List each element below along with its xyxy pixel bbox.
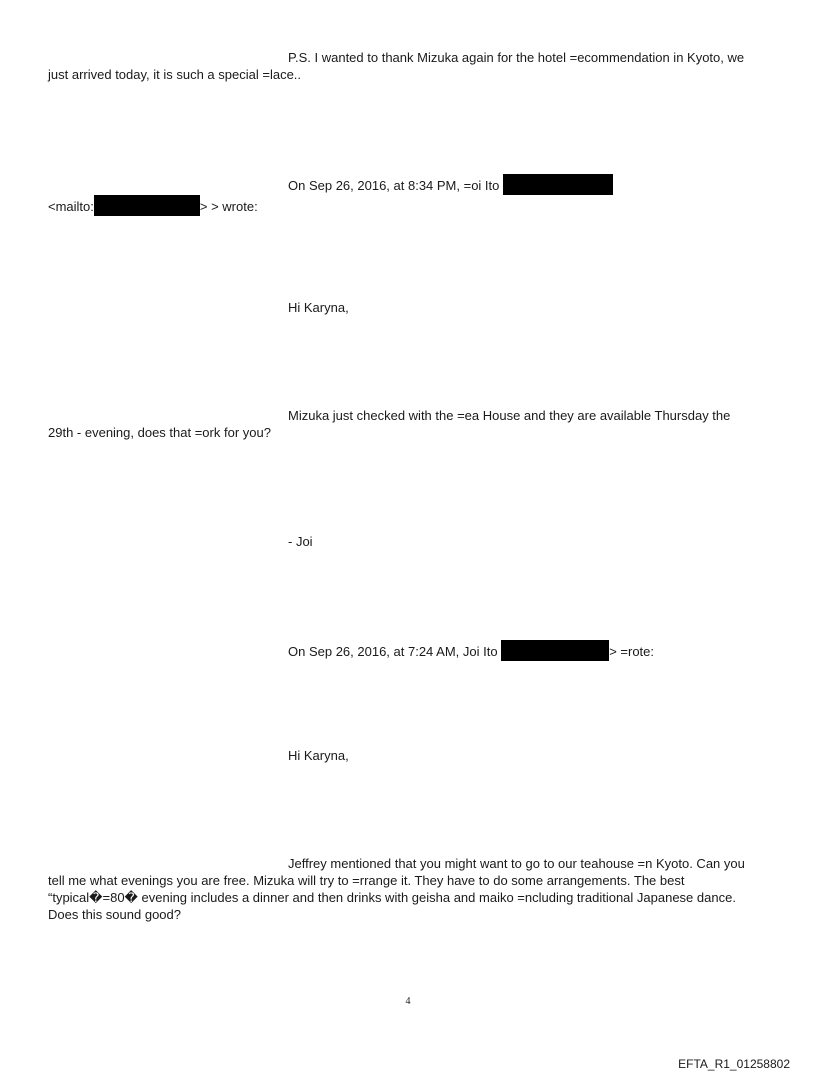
- reply-header-2-suffix: > =rote:: [609, 644, 655, 659]
- reply-header-2-prefix: On Sep 26, 2016, at 7:24 AM, Joi Ito: [288, 644, 502, 659]
- signoff: [48, 533, 778, 550]
- teahouse-line-1: Mizuka just checked with the =ea House and they are available Thursday the: [288, 408, 731, 423]
- greeting-2: [48, 747, 778, 764]
- jeffrey-line-1: Jeffrey mentioned that you might want to go to our teahouse =n Kyoto. Can you: [288, 856, 745, 871]
- signoff-text: - Joi: [288, 534, 313, 549]
- document-id-footer: EFTA_R1_01258802: [678, 1057, 790, 1071]
- reply-header-1-prefix: On Sep 26, 2016, at 8:34 PM, =oi Ito: [288, 178, 504, 193]
- redacted-mailto-box: [94, 195, 200, 216]
- jeffrey-line-3: “typical�=80� evening includes a dinner and then drinks with geisha and maiko =ncluding traditional Japanese dance.: [48, 890, 736, 905]
- ps-line-2: just arrived today, it is such a special =lace..: [48, 67, 302, 82]
- teahouse-line-2: 29th - evening, does that =ork for you?: [48, 425, 271, 440]
- mailto-prefix: <mailto:: [48, 199, 94, 214]
- page-number: 4: [405, 996, 411, 1007]
- greeting-1: [48, 299, 778, 316]
- redacted-email-box: [503, 174, 613, 195]
- jeffrey-line-4: Does this sound good?: [48, 907, 181, 922]
- greeting-2-text: Hi Karyna,: [288, 748, 349, 763]
- redacted-email-box: [501, 640, 609, 661]
- greeting-1-text: Hi Karyna,: [288, 300, 349, 315]
- jeffrey-line-2: tell me what evenings you are free. Mizuka will try to =rrange it. They have to do some arrangements. The best: [48, 873, 685, 888]
- reply-header-1: [48, 174, 778, 216]
- ps-line-1: P.S. I wanted to thank Mizuka again for the hotel =ecommendation in Kyoto, we: [288, 50, 745, 65]
- jeffrey-paragraph: [48, 855, 778, 923]
- teahouse-paragraph: [48, 407, 778, 441]
- reply-header-2: [48, 640, 778, 661]
- reply-header-1-wrote: > > wrote:: [199, 199, 258, 214]
- ps-paragraph: [48, 49, 778, 83]
